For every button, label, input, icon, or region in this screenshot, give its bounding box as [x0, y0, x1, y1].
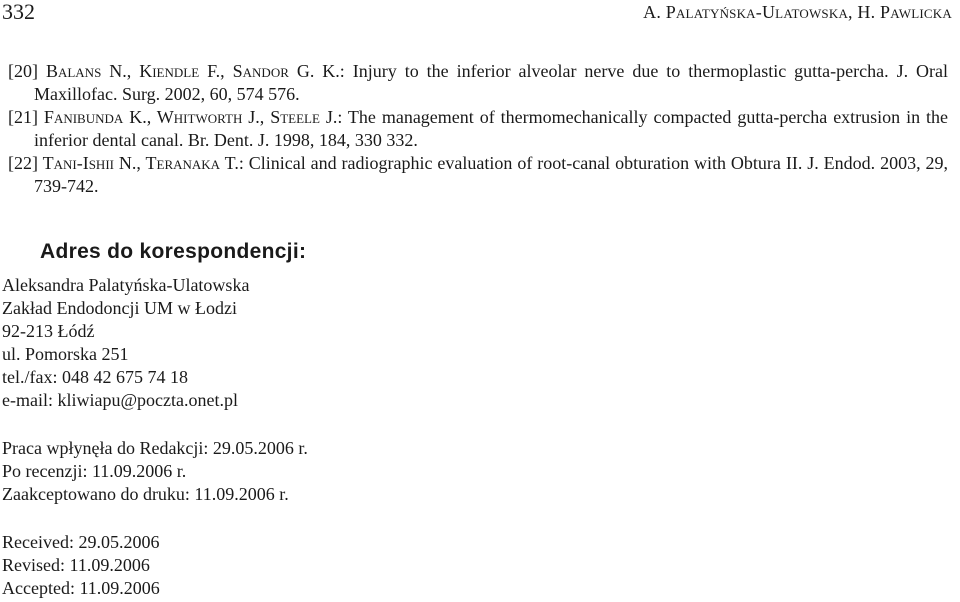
- author-name-rest: hitworth: [173, 107, 243, 127]
- date-accepted-en: Accepted: 11.09.2006: [2, 578, 160, 598]
- reference-text: : Injury to the inferior alveolar nerve due to thermoplastic gutta-percha. J. Oral Maxillofac. Surg. 2002, 60, 574 576.: [34, 61, 949, 104]
- reference-author: [139, 61, 232, 81]
- author-name-rest: shii: [88, 153, 114, 173]
- author-suffix: -: [76, 153, 83, 173]
- reference-author: [46, 61, 139, 81]
- running-head-authors: [643, 2, 952, 23]
- author-name-rest: ani: [53, 153, 77, 173]
- date-revised-en: Revised: 11.09.2006: [2, 555, 150, 575]
- address-line-street: ul. Pomorska 251: [2, 344, 129, 364]
- reference-text: : Clinical and radiographic evaluation of root-canal obturation with Obtura II. J. Endod. 2003, 29, 739-742.: [34, 153, 948, 196]
- reference-author: [270, 107, 337, 127]
- author-name-rest: iendle: [152, 61, 200, 81]
- author-suffix: N.,: [101, 61, 140, 81]
- address-line-name: Aleksandra Palatyńska-Ulatowska: [2, 275, 250, 295]
- running-head-segment: awlicka: [890, 2, 952, 22]
- author-initial: B: [45, 61, 58, 81]
- author-suffix: J.: [319, 107, 338, 127]
- date-received-en: Received: 29.05.2006: [2, 532, 160, 552]
- author-initial: K: [139, 61, 153, 81]
- author-name-rest: anibunda: [53, 107, 124, 127]
- author-initial: S: [232, 61, 243, 81]
- running-head-segment: U: [761, 2, 776, 22]
- address-line-department: Zakład Endodoncji UM w Łodzi: [2, 298, 237, 318]
- author-suffix: K.,: [123, 107, 157, 127]
- author-suffix: F.,: [199, 61, 233, 81]
- reference-author: [157, 107, 270, 127]
- reference-number: [21]: [8, 107, 38, 127]
- reference-list: [8, 60, 948, 198]
- reference-author: [146, 153, 239, 173]
- page-number: 332: [2, 0, 35, 24]
- author-initial: T: [145, 153, 157, 173]
- author-name-rest: eranaka: [156, 153, 221, 173]
- reference-number: [22]: [8, 153, 38, 173]
- author-initial: T: [42, 153, 54, 173]
- submission-dates-english: [2, 531, 160, 600]
- address-line-phone-fax: tel./fax: 048 42 675 74 18: [2, 367, 188, 387]
- date-received-pl: Praca wpłynęła do Redakcji: 29.05.2006 r.: [2, 438, 308, 458]
- address-line-email: e-mail: kliwiapu@poczta.onet.pl: [2, 390, 239, 410]
- reference-author: [43, 153, 83, 173]
- author-initial: W: [156, 107, 174, 127]
- correspondence-address: [2, 274, 249, 412]
- correspondence-heading: Adres do korespondencji:: [40, 240, 307, 263]
- reference-number: [20]: [8, 61, 38, 81]
- submission-dates-polish: [2, 437, 308, 506]
- author-name-rest: alans: [57, 61, 102, 81]
- author-suffix: N.,: [113, 153, 146, 173]
- running-head-segment: , H. P: [848, 2, 891, 22]
- reference-text: : The management of thermomechanically compacted gutta-percha extrusion in the inferior dental canal. Br. Dent. J. 1998, 184, 330 332.: [34, 107, 949, 150]
- reference-author: [44, 107, 157, 127]
- reference-author: [233, 61, 340, 81]
- reference-item: [8, 106, 948, 152]
- author-suffix: J.,: [242, 107, 271, 127]
- author-initial: I: [82, 153, 89, 173]
- author-suffix: T.: [220, 153, 239, 173]
- running-head-segment: alatyńska-: [675, 2, 762, 22]
- running-head-segment: latowska: [775, 2, 849, 22]
- page-header: [0, 0, 960, 30]
- author-name-rest: teele: [280, 107, 320, 127]
- date-revised-pl: Po recenzji: 11.09.2006 r.: [2, 461, 187, 481]
- reference-item: [8, 60, 948, 106]
- reference-item: [8, 152, 948, 198]
- date-accepted-pl: Zaakceptowano do druku: 11.09.2006 r.: [2, 484, 289, 504]
- address-line-postal-city: 92-213 Łódź: [2, 321, 95, 341]
- author-name-rest: andor: [242, 61, 289, 81]
- author-initial: F: [43, 107, 54, 127]
- author-initial: S: [270, 107, 281, 127]
- author-suffix: G. K.: [288, 61, 340, 81]
- running-head-segment: A. P: [643, 2, 676, 22]
- reference-author: [83, 153, 146, 173]
